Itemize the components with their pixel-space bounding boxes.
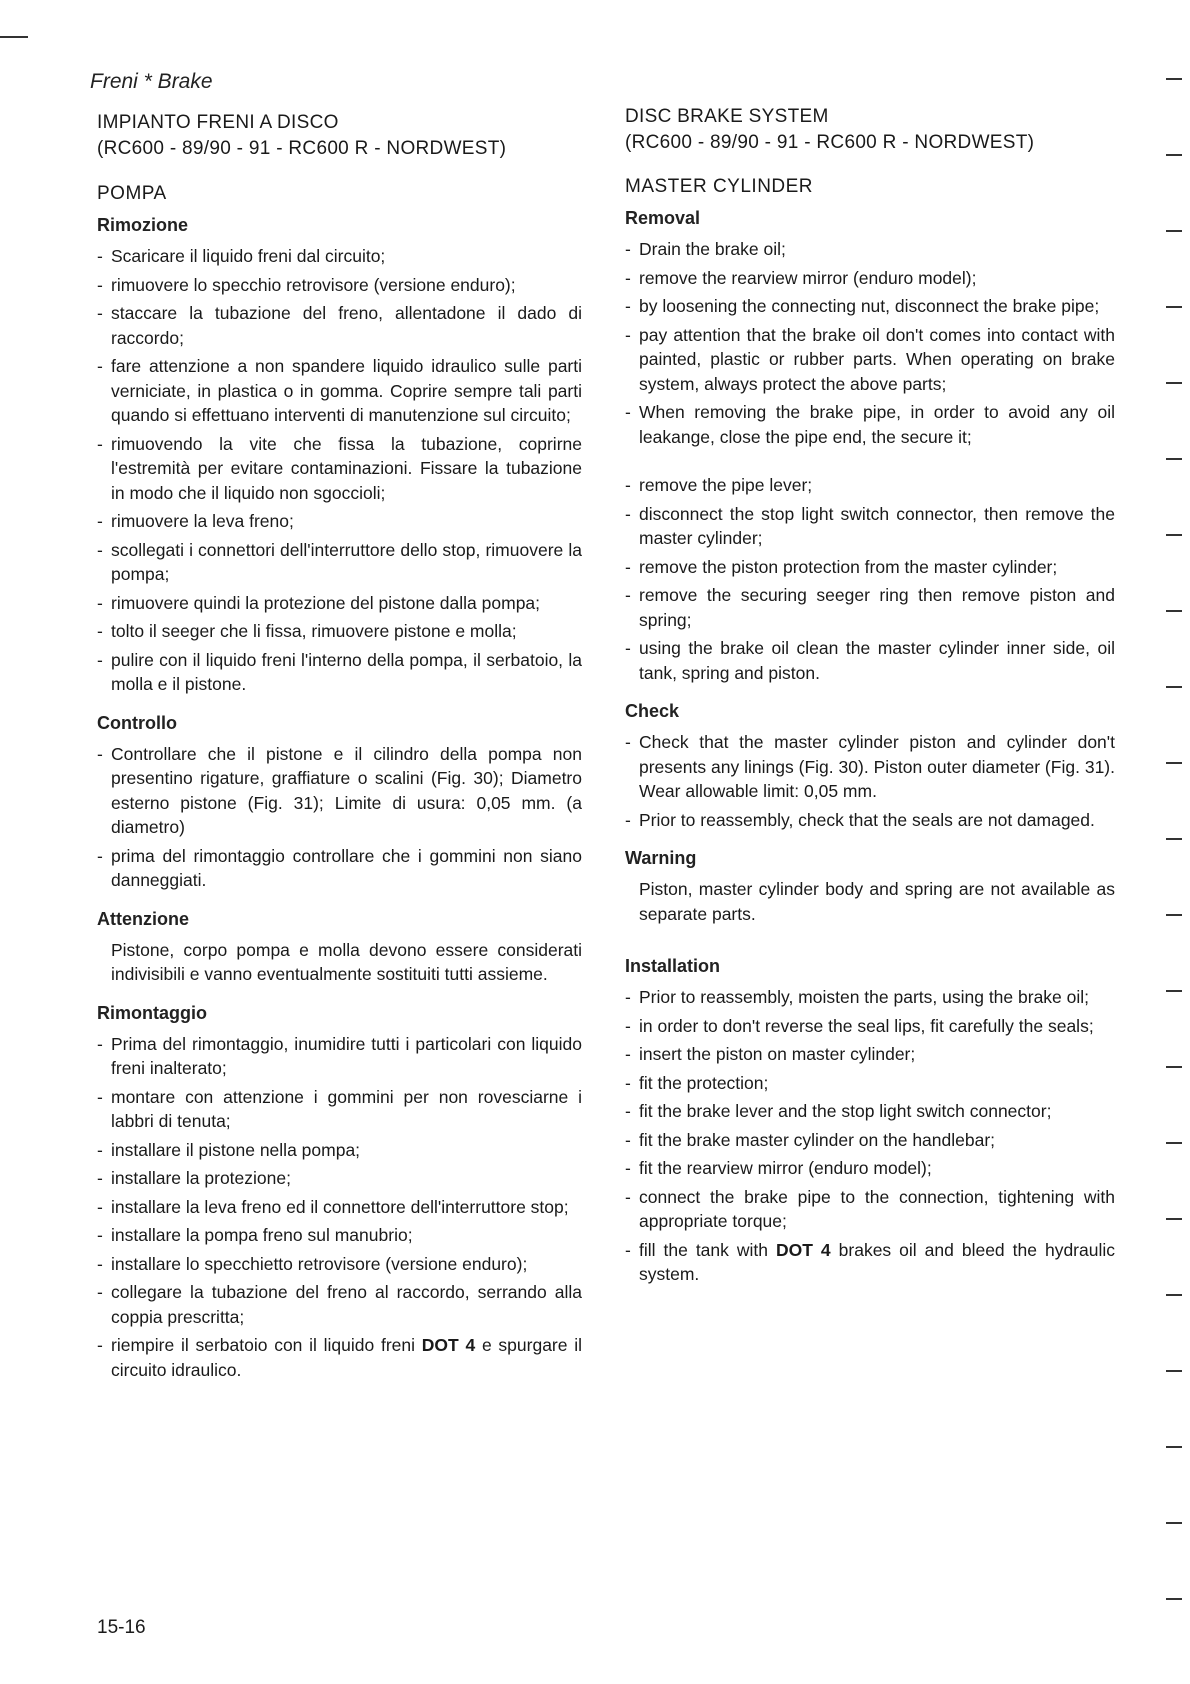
left-check-list [97,742,582,893]
list-item: - fare attenzione a non spandere liquido idraulico sulle parti verniciate, in plastica o in gomma. Coprire sempre tali parti quando si effettuano interventi di manutenzione sul circuito; [97,354,582,428]
list-item: - Prior to reassembly, check that the seals are not damaged. [625,808,1115,833]
margin-tick [1166,1294,1182,1296]
left-title-line2: (RC600 - 89/90 - 91 - RC600 R - NORDWEST) [97,138,507,159]
list-item: - riempire il serbatoio con il liquido freni DOT 4 e spurgare il circuito idraulico. [97,1333,582,1382]
left-warning-heading: Attenzione [97,908,189,929]
left-install-heading: Rimontaggio [97,1002,207,1023]
list-item: - installare la protezione; [97,1166,582,1191]
list-item: - using the brake oil clean the master cylinder inner side, oil tank, spring and piston. [625,636,1115,685]
list-item: - installare la leva freno ed il connettore dell'interruttore stop; [97,1195,582,1220]
margin-tick [1166,838,1182,840]
spacer [625,453,1115,473]
margin-tick [1166,78,1182,80]
spacer [625,934,1115,940]
margin-tick [1166,382,1182,384]
margin-tick [1166,306,1182,308]
page-header: Freni * Brake [90,70,213,93]
right-title-line2: (RC600 - 89/90 - 91 - RC600 R - NORDWEST) [625,132,1035,153]
list-item: - Drain the brake oil; [625,237,1115,262]
right-check-heading: Check [625,701,680,721]
list-item: - Controllare che il pistone e il cilindro della pompa non presentino rigature, graffiature o scalini (Fig. 30); Diametro esterno pistone (Fig. 31); Limite di usura: 0,05 mm. (a diametro) [97,742,582,840]
list-item: - fit the brake lever and the stop light switch connector; [625,1099,1115,1124]
list-item: - remove the securing seeger ring then remove piston and spring; [625,583,1115,632]
margin-tick [1166,1142,1182,1144]
list-item: - rimuovere la leva freno; [97,509,582,534]
list-item: - installare il pistone nella pompa; [97,1138,582,1163]
list-item: - installare la pompa freno sul manubrio; [97,1223,582,1248]
margin-tick [1166,914,1182,916]
list-item: - remove the rearview mirror (enduro model); [625,266,1115,291]
list-item: - disconnect the stop light switch connector, then remove the master cylinder; [625,502,1115,551]
corner-crop-mark [0,36,28,38]
list-item: - Scaricare il liquido freni dal circuito; [97,244,582,269]
right-warning-text: Piston, master cylinder body and spring are not available as separate parts. [639,879,1115,924]
list-item: - fit the rearview mirror (enduro model); [625,1156,1115,1181]
list-item: - prima del rimontaggio controllare che i gommini non siano danneggiati. [97,844,582,893]
list-item: - pulire con il liquido freni l'interno della pompa, il serbatoio, la molla e il pistone. [97,648,582,697]
margin-tick [1166,762,1182,764]
list-item: - Check that the master cylinder piston and cylinder don't presents any linings (Fig. 30). Piston outer diameter (Fig. 31). Wear allowable limit: 0,05 mm. [625,730,1115,804]
list-item: - fit the brake master cylinder on the handlebar; [625,1128,1115,1153]
margin-tick [1166,1598,1182,1600]
list-item: - tolto il seeger che li fissa, rimuovere pistone e molla; [97,619,582,644]
list-item: - installare lo specchietto retrovisore (versione enduro); [97,1252,582,1277]
margin-tick [1166,990,1182,992]
list-item: - connect the brake pipe to the connection, tightening with appropriate torque; [625,1185,1115,1234]
list-item: - fit the protection; [625,1071,1115,1096]
right-warning-heading: Warning [625,848,697,868]
right-title-line1: DISC BRAKE SYSTEM [625,106,829,127]
left-install-last [97,1333,582,1382]
list-item: - Prior to reassembly, moisten the parts, using the brake oil; [625,985,1115,1010]
list-item: - rimuovere quindi la protezione del pistone dalla pompa; [97,591,582,616]
right-removal-list-a [625,237,1115,449]
left-title-line1: IMPIANTO FRENI A DISCO [97,112,339,133]
right-install-heading: Installation [625,956,721,976]
list-item: - When removing the brake pipe, in order to avoid any oil leakange, close the pipe end, the secure it; [625,400,1115,449]
list-item: - pay attention that the brake oil don't comes into contact with painted, plastic or rubber parts. When operating on brake system, always protect the above parts; [625,323,1115,397]
list-item: - rimuovendo la vite che fissa la tubazione, coprirne l'estremità per evitare contaminazioni. Fissare la tubazione in modo che il liquido non sgoccioli; [97,432,582,506]
right-removal-list-b [625,473,1115,685]
margin-tick [1166,1218,1182,1220]
list-item: - insert the piston on master cylinder; [625,1042,1115,1067]
list-item: - scollegati i connettori dell'interruttore dello stop, rimuovere la pompa; [97,538,582,587]
left-section-title: POMPA [97,183,167,204]
list-item: - staccare la tubazione del freno, allentadone il dado di raccordo; [97,301,582,350]
list-item: - remove the piston protection from the master cylinder; [625,555,1115,580]
left-system-title [97,110,506,162]
margin-tick [1166,1066,1182,1068]
left-column [97,183,582,1386]
margin-tick [1166,230,1182,232]
list-item: - montare con attenzione i gommini per non rovesciarne i labbri di tenuta; [97,1085,582,1134]
right-system-title [625,104,1034,156]
margin-tick [1166,534,1182,536]
margin-tick [1166,686,1182,688]
left-check-heading: Controllo [97,712,177,733]
margin-tick [1166,458,1182,460]
right-column [625,176,1115,1291]
right-section-title: MASTER CYLINDER [625,176,814,197]
left-warning-text: Pistone, corpo pompa e molla devono essere considerati indivisibili e vanno eventualmente sostituiti tutti assieme. [111,939,582,984]
left-install-list [97,1032,582,1330]
list-item: - remove the pipe lever; [625,473,1115,498]
page-number: 15-16 [97,1617,146,1638]
list-item: - fill the tank with DOT 4 brakes oil and bleed the hydraulic system. [625,1238,1115,1287]
margin-tick [1166,1522,1182,1524]
margin-tick [1166,1370,1182,1372]
right-install-last [625,1238,1115,1287]
list-item: - collegare la tubazione del freno al raccordo, serrando alla coppia prescritta; [97,1280,582,1329]
right-removal-heading: Removal [625,208,701,228]
right-check-list [625,730,1115,832]
margin-tick [1166,1446,1182,1448]
right-install-list [625,985,1115,1234]
margin-tick [1166,154,1182,156]
list-item: - Prima del rimontaggio, inumidire tutti i particolari con liquido freni inalterato; [97,1032,582,1081]
list-item: - by loosening the connecting nut, disconnect the brake pipe; [625,294,1115,319]
list-item: - in order to don't reverse the seal lips, fit carefully the seals; [625,1014,1115,1039]
left-removal-heading: Rimozione [97,215,189,235]
list-item: - rimuovere lo specchio retrovisore (versione enduro); [97,273,582,298]
margin-tick [1166,610,1182,612]
left-removal-list [97,244,582,697]
